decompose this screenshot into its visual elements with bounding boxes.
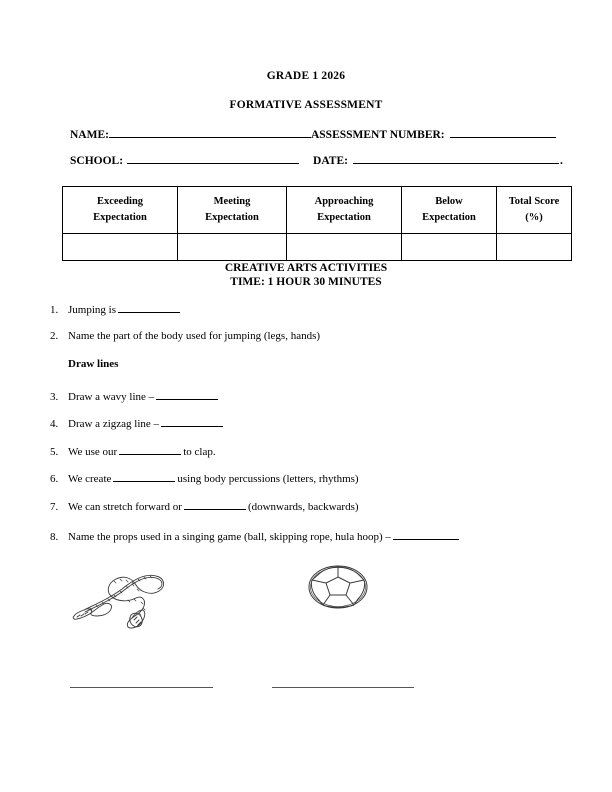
question-number: 2. bbox=[50, 330, 59, 342]
answer-blank[interactable] bbox=[161, 416, 223, 427]
question-number: 8. bbox=[50, 531, 59, 543]
answer-blank[interactable] bbox=[119, 444, 181, 455]
answer-line-1[interactable] bbox=[70, 687, 213, 688]
question-number: 4. bbox=[50, 418, 59, 430]
answer-blank[interactable] bbox=[118, 302, 180, 313]
date-label: DATE: bbox=[313, 155, 348, 167]
trailing-period: . bbox=[559, 155, 563, 167]
score-cell-total[interactable] bbox=[497, 234, 572, 261]
question-text: Name the part of the body used for jumping (legs, hands) bbox=[68, 330, 321, 342]
subheading-draw-lines: Draw lines bbox=[68, 358, 119, 370]
header-line-2: Expectation bbox=[93, 212, 147, 223]
header-line-1: Meeting bbox=[213, 195, 251, 207]
question-text: Jumping is bbox=[68, 304, 116, 316]
date-input[interactable] bbox=[353, 152, 559, 164]
question-6 bbox=[50, 471, 570, 487]
table-header-cell-total-score bbox=[497, 187, 572, 234]
page-title-assessment: FORMATIVE ASSESSMENT bbox=[229, 99, 383, 111]
score-cell-exceeding[interactable] bbox=[63, 234, 178, 261]
header-line-1: Below bbox=[435, 195, 463, 207]
table-header-cell-approaching bbox=[287, 187, 402, 234]
question-number: 1. bbox=[50, 304, 59, 316]
question-text-after: (downwards, backwards) bbox=[247, 501, 359, 513]
table-header-cell-below bbox=[402, 187, 497, 234]
header-line-1: Approaching bbox=[314, 195, 374, 207]
table-header-cell-exceeding bbox=[63, 187, 178, 234]
question-text: We use our bbox=[68, 446, 118, 458]
question-2 bbox=[50, 330, 570, 344]
question-7 bbox=[50, 499, 570, 515]
school-field-row bbox=[70, 152, 563, 167]
header-line-2: Expectation bbox=[205, 212, 259, 223]
score-cell-meeting[interactable] bbox=[178, 234, 287, 261]
question-3 bbox=[50, 389, 570, 405]
school-label: SCHOOL: bbox=[70, 155, 124, 167]
header-line-1: Exceeding bbox=[96, 195, 144, 207]
table-header-row bbox=[63, 187, 572, 234]
soccer-ball-illustration bbox=[300, 558, 376, 625]
table-header-cell-meeting bbox=[178, 187, 287, 234]
assessment-number-label: ASSESSMENT NUMBER: bbox=[310, 129, 445, 141]
question-5 bbox=[50, 444, 570, 460]
question-number: 7. bbox=[50, 501, 59, 513]
header-line-2: Expectation bbox=[422, 212, 476, 223]
section-heading-line-1: CREATIVE ARTS ACTIVITIES bbox=[224, 262, 388, 274]
answer-blank[interactable] bbox=[393, 529, 459, 540]
answer-blank[interactable] bbox=[113, 471, 175, 482]
section-heading-line-2: TIME: 1 HOUR 30 MINUTES bbox=[230, 276, 382, 289]
question-number: 5. bbox=[50, 446, 59, 458]
question-1 bbox=[50, 302, 570, 318]
name-field-row bbox=[70, 126, 548, 141]
question-number: 6. bbox=[50, 473, 59, 485]
school-input[interactable] bbox=[127, 152, 299, 164]
table-row bbox=[63, 234, 572, 261]
question-number: 3. bbox=[50, 391, 59, 403]
question-text: Name the props used in a singing game (ball, skipping rope, hula hoop) – bbox=[68, 531, 391, 543]
question-text-after: using body percussions (letters, rhythms) bbox=[177, 473, 359, 485]
question-text: Draw a zigzag line – bbox=[68, 418, 160, 430]
name-input[interactable] bbox=[109, 126, 311, 138]
answer-line-2[interactable] bbox=[272, 687, 414, 688]
question-text: Draw a wavy line – bbox=[68, 391, 155, 403]
header-line-2: Expectation bbox=[317, 212, 371, 223]
question-text: We create bbox=[68, 473, 112, 485]
answer-blank[interactable] bbox=[156, 389, 218, 400]
page-title-grade: GRADE 1 2026 bbox=[266, 70, 346, 82]
score-cell-approaching[interactable] bbox=[287, 234, 402, 261]
question-4 bbox=[50, 416, 570, 432]
header-line-1: Total Score bbox=[508, 195, 560, 207]
name-label: NAME: bbox=[70, 129, 109, 141]
assessment-number-input[interactable] bbox=[450, 126, 556, 138]
section-heading bbox=[0, 261, 612, 290]
header-line-2: (%) bbox=[525, 212, 543, 223]
question-text: We can stretch forward or bbox=[68, 501, 182, 513]
skipping-rope-illustration bbox=[66, 558, 178, 635]
score-cell-below[interactable] bbox=[402, 234, 497, 261]
score-table bbox=[62, 186, 572, 261]
question-8 bbox=[50, 529, 570, 545]
answer-blank[interactable] bbox=[184, 499, 246, 510]
question-text-after: to clap. bbox=[183, 446, 216, 458]
